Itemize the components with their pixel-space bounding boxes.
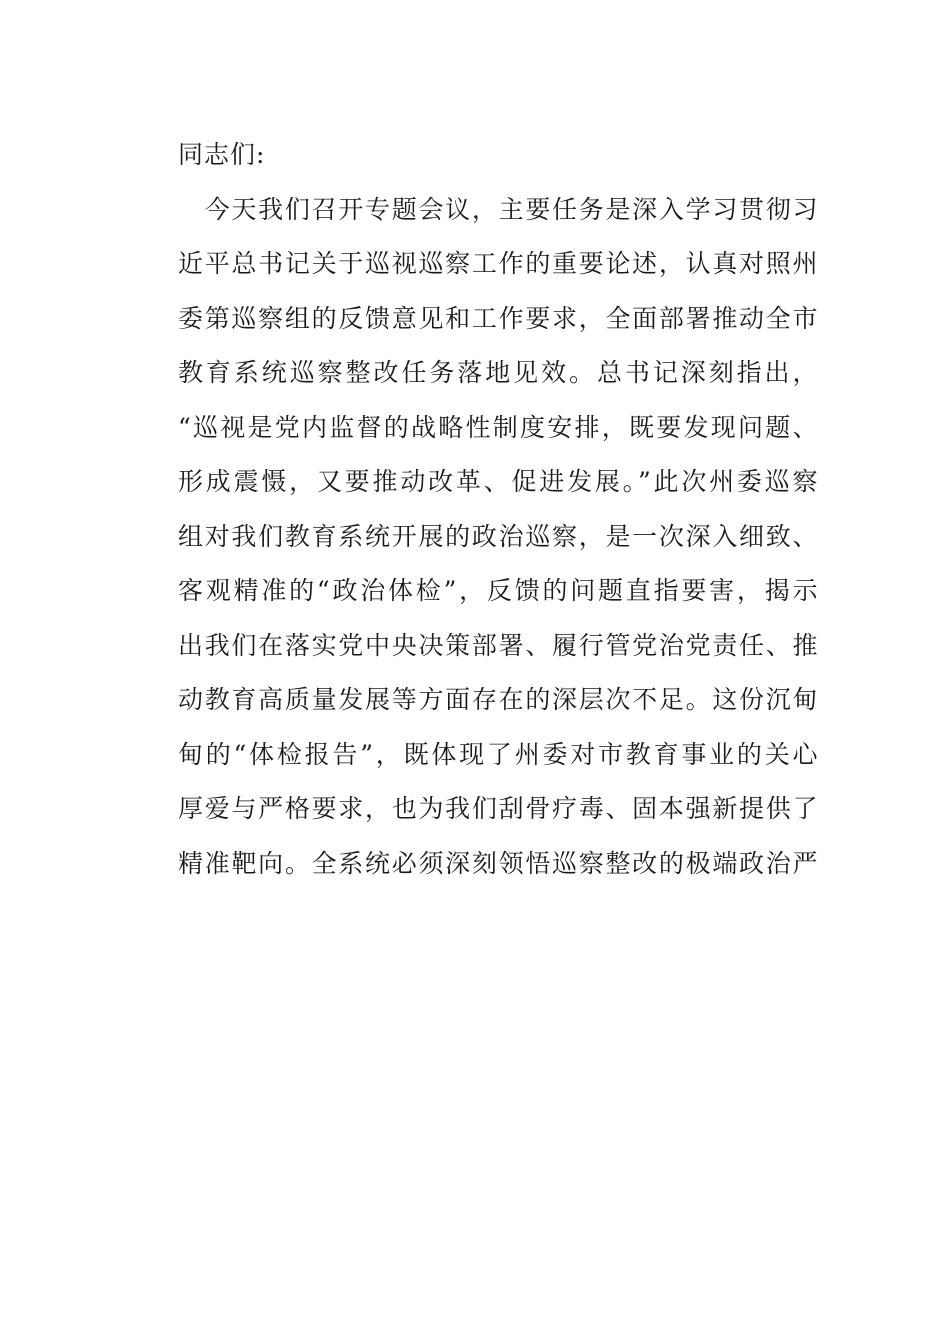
paragraph-line: “巡视是党内监督的战略性制度安排，既要发现问题、 (178, 412, 818, 442)
document-body (178, 128, 818, 891)
paragraph-line: 教育系统巡察整改任务落地见效。总书记深刻指出， (178, 358, 818, 387)
paragraph-line: 甸的“体检报告”，既体现了州委对市教育事业的关心 (178, 739, 818, 769)
paragraph-line: 今天我们召开专题会议，主要任务是深入学习贯彻习 (178, 194, 818, 224)
paragraph-line: 客观精准的“政治体检”，反馈的问题直指要害，揭示 (178, 576, 818, 605)
salutation: 同志们: (178, 140, 266, 169)
paragraph-line: 组对我们教育系统开展的政治巡察，是一次深入细致、 (178, 521, 818, 551)
paragraph-line: 形成震慑，又要推动改革、促进发展。”此次州委巡察 (178, 467, 818, 496)
paragraph-line: 出我们在落实党中央决策部署、履行管党治党责任、推 (178, 630, 818, 660)
paragraph-line: 委第巡察组的反馈意见和工作要求，全面部署推动全市 (178, 303, 818, 333)
paragraph-line: 厚爱与严格要求，也为我们刮骨疗毒、固本强新提供了 (178, 794, 818, 823)
paragraph-line: 精准靶向。全系统必须深刻领悟巡察整改的极端政治严 (178, 848, 818, 878)
paragraph-line: 近平总书记关于巡视巡察工作的重要论述，认真对照州 (178, 249, 818, 278)
paragraph-line: 动教育高质量发展等方面存在的深层次不足。这份沉甸 (178, 685, 818, 714)
